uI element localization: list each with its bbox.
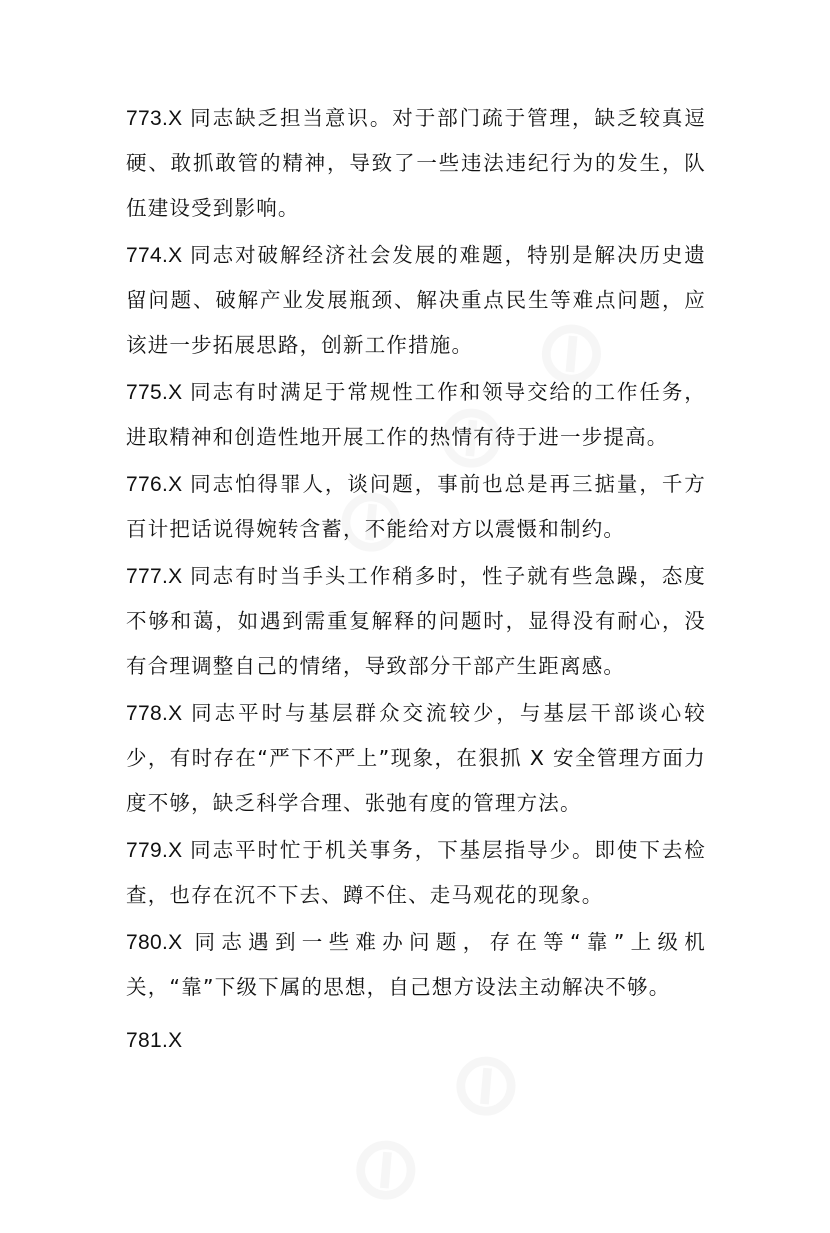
list-item [126, 691, 706, 826]
item-text: 同志平时忙于机关事务，下基层指导少。即使下去检查，也存在沉不下去、蹲不住、走马观花的现象。 [126, 838, 706, 907]
item-number: 778.X [126, 702, 183, 725]
item-number: 780.X [126, 931, 183, 954]
list-item [126, 920, 706, 1010]
item-number: 779.X [126, 839, 183, 862]
item-number: 777.X [126, 565, 183, 588]
item-number: 774.X [126, 244, 183, 267]
list-item [126, 1018, 706, 1063]
list-item [126, 96, 706, 231]
item-number: 775.X [126, 381, 183, 404]
item-number: 776.X [126, 473, 183, 496]
list-item [126, 233, 706, 368]
item-text: 同志平时与基层群众交流较少，与基层干部谈心较少，有时存在“严下不严上”现象，在狠抓 X 安全管理方面力度不够，缺乏科学合理、张弛有度的管理方法。 [126, 701, 706, 815]
item-text: 同志有时当手头工作稍多时，性子就有些急躁，态度不够和蔼，如遇到需重复解释的问题时，显得没有耐心，没有合理调整自己的情绪，导致部分干部产生距离感。 [126, 564, 706, 678]
item-text: 同志缺乏担当意识。对于部门疏于管理，缺乏较真逗硬、敢抓敢管的精神，导致了一些违法违纪行为的发生，队伍建设受到影响。 [126, 106, 706, 220]
list-item [126, 462, 706, 552]
list-item [126, 370, 706, 460]
item-text: 同志对破解经济社会发展的难题，特别是解决历史遗留问题、破解产业发展瓶颈、解决重点民生等难点问题，应该进一步拓展思路，创新工作措施。 [126, 243, 706, 357]
item-text: 同志遇到一些难办问题，存在等“靠”上级机关，“靠”下级下属的思想，自己想方设法主动解决不够。 [126, 930, 706, 999]
list-item [126, 828, 706, 918]
list-item [126, 554, 706, 689]
item-text: 同志怕得罪人，谈问题，事前也总是再三掂量，千方百计把话说得婉转含蓄，不能给对方以震慑和制约。 [126, 472, 706, 541]
item-number: 781.X [126, 1029, 183, 1052]
document-body [126, 96, 706, 1065]
item-text: 同志有时满足于常规性工作和领导交给的工作任务，进取精神和创造性地开展工作的热情有待于进一步提高。 [126, 380, 706, 449]
item-number: 773.X [126, 107, 183, 130]
